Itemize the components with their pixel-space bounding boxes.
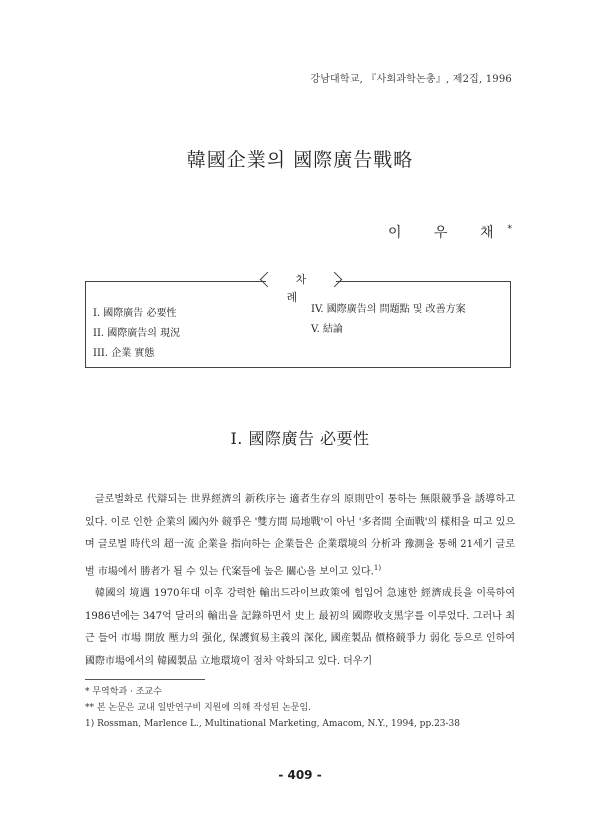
paper-title: 韓國企業의 國際廣告戰略 bbox=[186, 149, 414, 171]
footnote: 1) Rossman, Marlence L., Multinational Marketing, Amacom, N.Y., 1994, pp.23-38 bbox=[85, 719, 461, 729]
footnote-divider bbox=[85, 679, 205, 680]
body-text bbox=[85, 489, 515, 673]
paragraph bbox=[85, 489, 515, 583]
toc-label: 차 례 bbox=[266, 271, 336, 289]
toc-right-column bbox=[311, 300, 466, 340]
toc-item-2: II. 國際廣告의 現況 bbox=[93, 328, 181, 339]
footnote: * 무역학과 · 조교수 bbox=[85, 687, 162, 697]
journal-reference: 강남대학교, 『사회과학논총』, 제2집, 1996 bbox=[310, 74, 512, 85]
footnote: ** 본 논문은 교내 일반연구비 지원에 의해 작성된 논문임. bbox=[85, 703, 312, 713]
author-footnote-mark: * bbox=[507, 224, 512, 235]
paragraph bbox=[85, 583, 515, 673]
author-name: 이 우 채 bbox=[388, 225, 508, 241]
footnotes bbox=[85, 684, 515, 732]
paragraph-2-text: 韓國의 境遇 1970年대 이후 강력한 輸出드라이브政策에 힘입어 急速한 經濟成長을 이룩하여 1986년에는 347억 달러의 輸出을 記錄하면서 史上 最初의 國際收支黑字를 이루었다. 그러나 최근 들어 市場 開放 壓力의 强化, 保護貿易主義의 深化, 國産製品 價格競爭力 弱化 등으로 인하여 國際市場에서의 韓國製品 立地環境이 점차 악화되고 있다. 더우기 bbox=[85, 588, 515, 667]
toc-item-4: IV. 國際廣告의 問題點 및 改善方案 bbox=[311, 304, 466, 315]
page-number: - 409 - bbox=[278, 768, 322, 782]
paragraph-1-text: 글로벌화로 代辯되는 世界經濟의 新秩序는 適者生存의 原則만이 통하는 無限競爭을 誘導하고 있다. 이로 인한 企業의 國內外 競爭은 '雙方間 局地戰'이 아닌 '多者間 全面戰'의 樣相을 띠고 있으며 글로벌 時代의 超一流 企業을 指向하는 企業들은 企業環境의 分析과 豫測을 통해 21세기 글로벌 市場에서 勝者가 될 수 있는 代案들에 높은 關心을 보이고 있다. bbox=[85, 494, 515, 577]
toc-left-column bbox=[93, 304, 180, 364]
toc-item-1: I. 國際廣告 必要性 bbox=[93, 308, 177, 319]
table-of-contents bbox=[85, 273, 511, 368]
author-line bbox=[388, 222, 512, 242]
toc-item-3: III. 企業 實態 bbox=[93, 348, 155, 359]
section-heading: I. 國際廣告 必要性 bbox=[230, 429, 370, 448]
footnote-ref: 1) bbox=[373, 563, 382, 572]
toc-item-5: V. 結論 bbox=[311, 324, 343, 335]
